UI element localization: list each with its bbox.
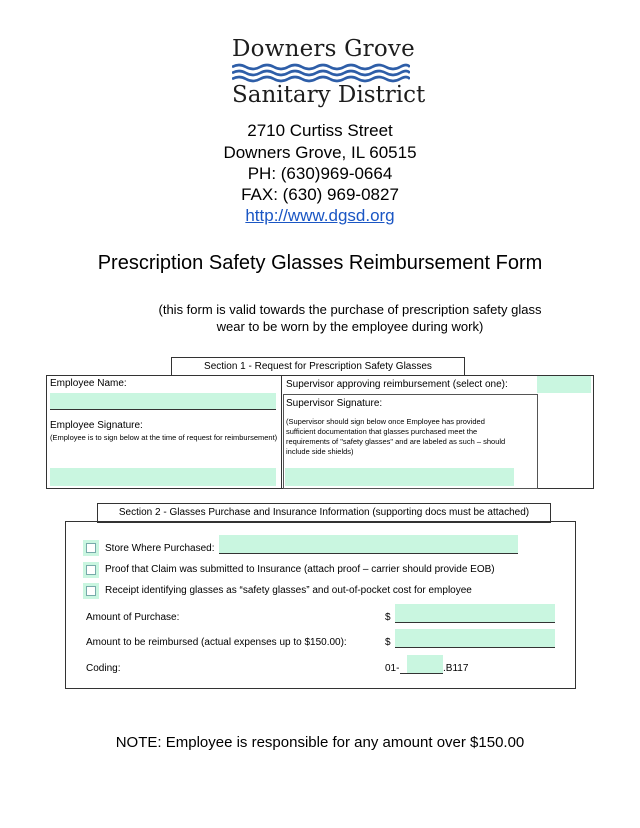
store-checkbox-box <box>86 543 96 553</box>
amount-reimbursed-field[interactable] <box>395 629 555 648</box>
amount-purchase-label: Amount of Purchase: <box>86 612 180 623</box>
form-subtitle-line2: wear to be worn by the employee during work) <box>216 319 484 334</box>
store-checkbox[interactable] <box>83 540 99 556</box>
section1-divider <box>281 376 282 488</box>
store-label: Store Where Purchased: <box>105 543 215 554</box>
form-subtitle <box>130 301 570 335</box>
phone-number: PH: (630)969-0664 <box>247 164 393 183</box>
insurance-checkbox-box <box>86 565 96 575</box>
coding-prefix: 01- <box>385 663 400 674</box>
amount-reimbursed-currency: $ <box>385 637 391 648</box>
supervisor-note-line3: requirements of "safety glasses" and are labeled as such – should <box>286 437 506 446</box>
section1-heading-box <box>171 357 465 376</box>
section2-heading: Section 2 - Glasses Purchase and Insurance Information (supporting docs must be attached) <box>118 507 530 518</box>
form-subtitle-line1: (this form is valid towards the purchase of prescription safety glass <box>158 302 542 317</box>
supervisor-signature-label: Supervisor Signature: <box>286 398 383 409</box>
website-link-row <box>0 206 640 226</box>
logo-title-line2: Sanitary District <box>232 82 426 108</box>
supervisor-note-line1: (Supervisor should sign below once Employee has provided <box>286 417 485 426</box>
receipt-label: Receipt identifying glasses as “safety glasses” and out-of-pocket cost for employee <box>105 585 472 596</box>
amount-purchase-field[interactable] <box>395 604 555 623</box>
receipt-checkbox-box <box>86 586 96 596</box>
logo-waves-icon <box>232 63 410 83</box>
employee-name-label: Employee Name: <box>50 378 127 389</box>
address-city: Downers Grove, IL 60515 <box>223 143 417 162</box>
insurance-label: Proof that Claim was submitted to Insurance (attach proof – carrier should provide EOB) <box>105 564 495 575</box>
coding-underline <box>400 673 443 674</box>
coding-suffix: .B117 <box>443 663 469 674</box>
employee-signature-note: (Employee is to sign below at the time of request for reimbursement) <box>50 433 278 442</box>
coding-field[interactable] <box>407 655 443 673</box>
section2-heading-box <box>97 503 551 523</box>
receipt-checkbox[interactable] <box>83 583 99 599</box>
store-field[interactable] <box>219 535 518 554</box>
website-link[interactable]: http://www.dgsd.org <box>245 206 395 225</box>
supervisor-signature-field[interactable] <box>285 468 514 486</box>
fax-number: FAX: (630) 969-0827 <box>241 185 399 204</box>
supervisor-note-line2: sufficient documentation that glasses purchased meet the <box>286 427 478 436</box>
form-title: Prescription Safety Glasses Reimbursement Form <box>97 252 543 274</box>
coding-label: Coding: <box>86 663 121 674</box>
employee-name-field[interactable] <box>50 393 276 410</box>
supervisor-note-line4: include side shields) <box>286 447 354 456</box>
logo-title-line1: Downers Grove <box>232 36 415 62</box>
employee-signature-field[interactable] <box>50 468 276 486</box>
employee-signature-label: Employee Signature: <box>50 420 143 431</box>
address-street: 2710 Curtiss Street <box>247 121 393 140</box>
responsibility-note: NOTE: Employee is responsible for any amount over $150.00 <box>115 734 525 751</box>
supervisor-signature-note <box>286 417 505 457</box>
supervisor-select[interactable] <box>537 376 591 393</box>
amount-reimbursed-label: Amount to be reimbursed (actual expenses up to $150.00): <box>86 637 347 648</box>
insurance-checkbox[interactable] <box>83 562 99 578</box>
supervisor-label: Supervisor approving reimbursement (select one): <box>286 379 508 390</box>
amount-purchase-currency: $ <box>385 612 391 623</box>
section1-heading: Section 1 - Request for Prescription Safety Glasses <box>204 361 432 372</box>
